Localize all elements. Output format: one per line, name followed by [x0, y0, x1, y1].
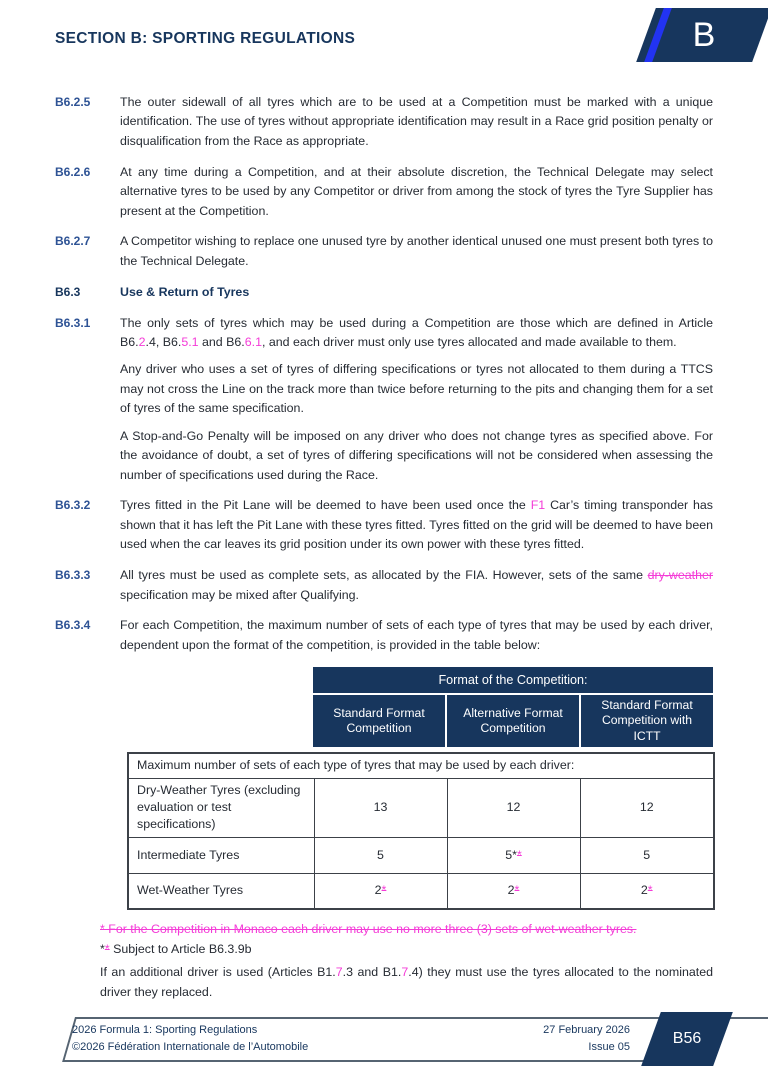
tyre-sets-table: [127, 752, 715, 910]
page-number-badge: [641, 1012, 733, 1066]
cell-dry-standard: 13: [314, 778, 447, 837]
article-number: B6.3.2: [55, 498, 91, 513]
table-row: [128, 778, 714, 837]
page-number: B56: [672, 1030, 702, 1047]
article-b6-2-5: [55, 93, 713, 151]
footnote-subject-article: ** Subject to Article B6.3.9b: [100, 941, 252, 956]
row-label-dry-weather: Dry-Weather Tyres (excluding evaluation or test specifications): [128, 778, 314, 837]
article-number: B6.2.7: [55, 234, 91, 249]
article-b6-2-7: [55, 232, 713, 271]
format-column-standard: Standard Format Competition: [313, 695, 445, 748]
article-b6-3-3: [55, 566, 713, 605]
footer-document-title: 2026 Formula 1: Sporting Regulations: [72, 1024, 258, 1036]
footer-left-block: [72, 1022, 308, 1055]
row-label-wet-weather: Wet-Weather Tyres: [128, 873, 314, 909]
footnote-monaco-deleted: * For the Competition in Monaco each driver may use no more three (3) sets of wet-weather tyres.: [100, 922, 637, 937]
footer-right-block: [543, 1022, 630, 1055]
cell-intermediate-ictt: 5: [580, 837, 714, 873]
page-title: SECTION B: SPORTING REGULATIONS: [55, 30, 356, 47]
article-paragraph: All tyres must be used as complete sets, as allocated by the FIA. However, sets of the same dry-weather specification may be mixed after Qualifying.: [120, 568, 713, 602]
section-badge: [636, 8, 768, 62]
article-paragraph: Tyres fitted in the Pit Lane will be deemed to have been used once the F1 Car’s timing transponder has shown that it has left the Pit Lane with these tyres fitted. Tyres fitted on the grid will be deemed to have been used when the car leaves its grid position under its own power with these tyres fitted.: [120, 498, 714, 552]
table-row: [128, 837, 714, 873]
article-number: B6.3.3: [55, 568, 91, 583]
cell-dry-ictt: 12: [580, 778, 714, 837]
article-paragraph: The only sets of tyres which may be used during a Competition are those which are defined in Article B6.2.4, B6.5.1 and B6.6.1, and each driver must only use tyres allocated and made available to them.: [120, 315, 713, 350]
article-b6-3-2: [55, 496, 713, 554]
footer-issue: Issue 05: [588, 1040, 630, 1053]
table-row: [128, 873, 714, 909]
article-b6-3-4: [55, 616, 713, 655]
document-content: [0, 93, 768, 1002]
format-column-alternative: Alternative Format Competition: [447, 695, 579, 748]
footer-copyright: ©2026 Fédération Internationale de l’Automobile: [72, 1040, 309, 1053]
tyre-table-caption: Maximum number of sets of each type of tyres that may be used by each driver:: [128, 753, 714, 778]
article-number: B6.3.1: [55, 315, 91, 330]
article-paragraph: The outer sidewall of all tyres which are to be used at a Competition must be marked with a unique identification. The use of tyres without appropriate identification may result in a Race grid position penalty or disqualification from the Race as appropriate.: [120, 95, 713, 148]
format-table-title: Format of the Competition:: [313, 667, 713, 693]
article-paragraph: A Competitor wishing to replace one unused tyre by another identical unused one must present both tyres to the Technical Delegate.: [120, 234, 713, 268]
format-column-standard-ictt: Standard Format Competition with ICTT: [581, 695, 713, 748]
cell-wet-alternative: 2*: [447, 873, 580, 909]
additional-driver-paragraph: If an additional driver is used (Articles B1.7.3 and B1.7.4) they must use the tyres allocated to the nominated driver they replaced.: [100, 965, 713, 999]
section-heading: Use & Return of Tyres: [120, 284, 250, 299]
row-label-intermediate: Intermediate Tyres: [128, 837, 314, 873]
cell-dry-alternative: 12: [447, 778, 580, 837]
article-number: B6.3.4: [55, 618, 91, 633]
article-b6-3-1: [55, 314, 713, 485]
article-number: B6.2.5: [55, 95, 91, 109]
article-paragraph: Any driver who uses a set of tyres of differing specifications or tyres not allocated to them during a TTCS may not cross the Line on the track more than twice before returning to the pits and changing them for a set of tyres of the same specification.: [120, 362, 713, 416]
footer-bottom-divider: [63, 1060, 653, 1062]
footer-date: 27 February 2026: [543, 1024, 630, 1036]
cell-wet-standard: 2*: [314, 873, 447, 909]
article-paragraph: A Stop-and-Go Penalty will be imposed on any driver who does not change tyres as specified above. For the avoidance of doubt, a set of tyres of differing specifications will not be considered when assessing the number of specifications used during the Race.: [120, 428, 713, 482]
page-header: [0, 0, 768, 93]
article-number: B6.3: [55, 284, 81, 299]
article-b6-3-heading: [55, 283, 713, 302]
cell-intermediate-standard: 5: [314, 837, 447, 873]
cell-intermediate-alternative: 5**: [447, 837, 580, 873]
format-of-competition-table: [313, 667, 713, 748]
article-paragraph: For each Competition, the maximum number of sets of each type of tyres that may be used by each driver, dependent upon the format of the competition, is provided in the table below:: [120, 618, 713, 652]
cell-wet-ictt: 2*: [580, 873, 714, 909]
article-number: B6.2.6: [55, 164, 91, 179]
article-paragraph: At any time during a Competition, and at their absolute discretion, the Technical Delegate may select alternative tyres to be used by any Competitor or driver from among the stock of tyres the Tyre Supplier has present at the Competition.: [120, 164, 713, 218]
section-badge-letter: B: [692, 15, 716, 54]
article-b6-2-6: [55, 163, 713, 221]
